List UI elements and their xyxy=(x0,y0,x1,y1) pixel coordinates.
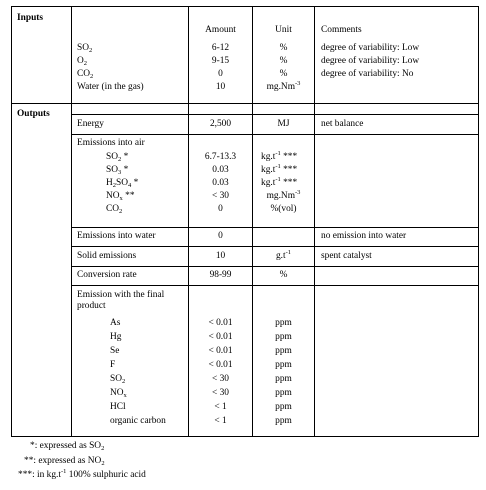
row-amount: 9-15 xyxy=(211,56,230,66)
row-unit: ppm xyxy=(275,374,292,384)
row-name: F xyxy=(110,360,116,370)
row-unit: ppm xyxy=(275,402,292,412)
row-amount: 10 xyxy=(215,82,226,92)
row-comment: spent catalyst xyxy=(321,251,372,261)
row-amount: 0.03 xyxy=(212,178,229,188)
final-block-title-cont: product xyxy=(77,301,106,311)
row-amount: < 0.01 xyxy=(208,332,233,342)
row-unit: ppm xyxy=(275,318,292,328)
row-name: $SO_2$ xyxy=(110,374,126,385)
row-comment: net balance xyxy=(321,119,364,129)
air-block-title: Emissions into air xyxy=(77,138,145,148)
footnote-2: **: expressed as $NO_2$ xyxy=(24,456,105,467)
row-name: $NO_x$ ** xyxy=(106,191,135,202)
row-name: Conversion rate xyxy=(77,270,137,280)
row-unit: ppm xyxy=(275,416,292,426)
row-amount: < 0.01 xyxy=(208,360,233,370)
row-name: $SO_2$ * xyxy=(106,152,129,163)
row-amount: < 30 xyxy=(211,388,229,398)
row-amount: < 30 xyxy=(211,191,229,201)
footnote-3: ***: in $kg.t^{-1}$ 100% sulphuric acid xyxy=(18,468,146,480)
row-unit: ppm xyxy=(275,346,292,356)
row-comment: degree of variability: Low xyxy=(321,43,420,53)
section-label-divider xyxy=(71,7,72,436)
header-amount: Amount xyxy=(205,25,236,35)
row-name: $SO_3$ * xyxy=(106,165,129,176)
row-name: $NO_x$ xyxy=(110,388,127,399)
row-unit: ppm xyxy=(275,360,292,370)
row-unit: $mg.Nm^{-3}$ xyxy=(266,189,301,201)
row-name: Emissions into water xyxy=(77,231,156,241)
row-amount: 0 xyxy=(218,204,223,214)
row-unit: % xyxy=(279,69,288,79)
conversion-row-top xyxy=(71,266,478,267)
row-unit: $kg.t^{-1}$ *** xyxy=(261,150,298,162)
row-name: $CO_2$ xyxy=(77,69,94,80)
water-row-top xyxy=(71,227,478,228)
row-comment: no emission into water xyxy=(321,231,407,241)
row-unit: ppm xyxy=(275,388,292,398)
row-amount: < 0.01 xyxy=(208,346,233,356)
row-unit: % xyxy=(279,270,288,280)
row-name: As xyxy=(110,318,121,328)
row-unit: % xyxy=(279,43,288,53)
row-amount: 6.7-13.3 xyxy=(204,152,237,162)
row-name: $CO_2$ xyxy=(106,204,123,215)
final-block-title: Emission with the final xyxy=(77,290,165,300)
row-amount: 10 xyxy=(215,251,226,261)
row-name: HCl xyxy=(110,402,126,412)
row-amount: 98-99 xyxy=(209,270,232,280)
inputs-outputs-table xyxy=(11,6,479,437)
row-name: Solid emissions xyxy=(77,251,137,261)
row-unit: %(vol) xyxy=(270,204,297,214)
row-amount: 6-12 xyxy=(211,43,230,53)
row-name: $H_2SO_4$ * xyxy=(106,178,139,189)
row-comment: degree of variability: No xyxy=(321,69,414,79)
row-amount: 0 xyxy=(218,69,223,79)
row-amount: < 0.01 xyxy=(208,318,233,328)
row-name: organic carbon xyxy=(110,416,166,426)
row-name: Water (in the gas) xyxy=(77,82,144,92)
row-unit: $kg.t^{-1}$ *** xyxy=(261,163,298,175)
row-amount: 0.03 xyxy=(212,165,229,175)
row-unit: $kg.t^{-1}$ *** xyxy=(261,176,298,188)
row-unit: % xyxy=(279,56,288,66)
row-unit: $g.t^{-1}$ xyxy=(275,249,292,261)
row-name: Hg xyxy=(110,332,122,342)
header-unit: Unit xyxy=(275,25,292,35)
row-amount: < 30 xyxy=(211,374,229,384)
inputs-outputs-divider xyxy=(12,103,478,104)
solid-row-top xyxy=(71,246,478,247)
footnote-1: *: expressed as $SO_2$ xyxy=(30,441,105,452)
row-amount: 0 xyxy=(218,231,223,241)
energy-row-top xyxy=(71,114,478,115)
row-amount: < 1 xyxy=(214,416,227,426)
row-name: $O_2$ xyxy=(77,56,88,67)
row-unit: $mg.Nm^{-3}$ xyxy=(266,80,301,92)
row-unit: MJ xyxy=(277,119,290,129)
row-comment: degree of variability: Low xyxy=(321,56,420,66)
air-block-top xyxy=(71,134,478,135)
comments-column-divider xyxy=(314,7,315,436)
row-name: Energy xyxy=(77,119,104,129)
inputs-label: Inputs xyxy=(17,13,44,23)
header-comments: Comments xyxy=(321,25,362,35)
row-amount: 2,500 xyxy=(209,119,232,129)
row-unit: ppm xyxy=(275,332,292,342)
row-name: $SO_2$ xyxy=(77,43,93,54)
row-amount: < 1 xyxy=(214,402,227,412)
final-block-top xyxy=(71,285,478,286)
row-name: Se xyxy=(110,346,120,356)
outputs-label: Outputs xyxy=(17,109,50,119)
